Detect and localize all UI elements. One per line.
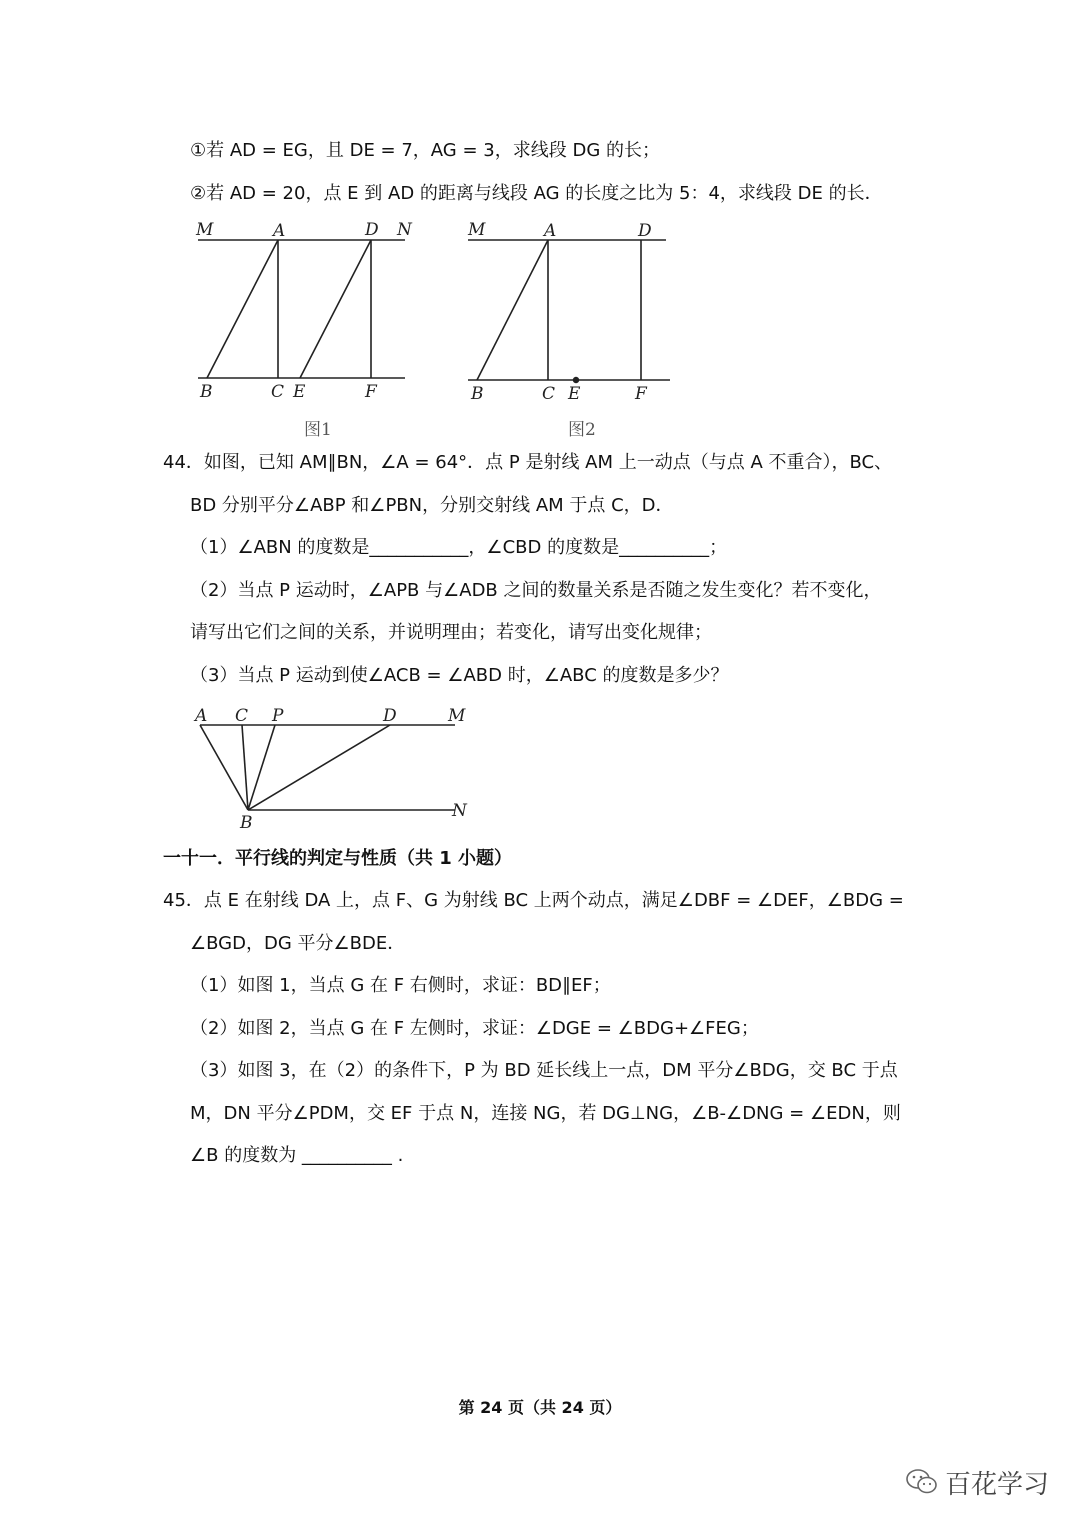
label-c: C	[235, 706, 249, 726]
label-n: N	[452, 801, 467, 821]
q45-line-5: （3）如图 3，在（2）的条件下，P 为 BD 延长线上一点，DM 平分∠BDG，交 BC 于点	[190, 1060, 898, 1081]
label-f: F	[635, 384, 647, 404]
q45-line-7: ∠B 的度数为 __________ .	[190, 1145, 404, 1166]
q45-line-2: ∠BGD，DG 平分∠BDE．	[190, 933, 406, 954]
segment-ab	[477, 240, 548, 380]
q44-line-5: 请写出它们之间的关系，并说明理由；若变化，请写出变化规律；	[190, 622, 712, 643]
segment-bp	[248, 725, 275, 810]
q44-line-3: （1）∠ABN 的度数是___________，∠CBD 的度数是__________；	[190, 537, 728, 558]
label-m: M	[448, 706, 466, 726]
watermark	[905, 1462, 1049, 1502]
label-m: M	[196, 220, 214, 240]
label-a: A	[544, 221, 557, 241]
label-n: N	[397, 220, 412, 240]
segment-bd	[248, 725, 390, 810]
label-e: E	[293, 382, 306, 402]
section-11-title: 一十一．平行线的判定与性质（共 1 小题）	[163, 848, 513, 869]
q45-line-3: （1）如图 1，当点 G 在 F 右侧时，求证：BD∥EF；	[190, 975, 611, 996]
figure-1-caption: 图1	[304, 420, 332, 440]
figure-2-caption: 图2	[568, 420, 596, 440]
label-c: C	[271, 382, 285, 402]
segment-de	[300, 240, 371, 378]
label-p: P	[272, 706, 284, 726]
q43-figure-1	[190, 215, 420, 445]
watermark-text: 百花学习	[945, 1469, 1050, 1500]
q45-line-6: M，DN 平分∠PDM，交 EF 于点 N，连接 NG，若 DG⊥NG，∠B-∠DNG = ∠EDN，则	[190, 1103, 901, 1124]
q45-line-1: 45．点 E 在射线 DA 上，点 F、G 为射线 BC 上两个动点，满足∠DBF = ∠DEF，∠BDG =	[163, 890, 904, 911]
label-b: B	[240, 813, 253, 833]
segment-ab	[207, 240, 278, 378]
q43-figure-2	[462, 215, 692, 445]
q44-line-2: BD 分别平分∠ABP 和∠PBN，分别交射线 AM 于点 C，D．	[190, 495, 674, 516]
label-c: C	[542, 384, 556, 404]
q44-line-4: （2）当点 P 运动时，∠APB 与∠ADB 之间的数量关系是否随之发生变化？若不变化，	[190, 580, 882, 601]
point-e	[573, 377, 579, 383]
page-footer: 第 24 页（共 24 页）	[458, 1398, 622, 1417]
label-e: E	[568, 384, 581, 404]
label-b: B	[471, 384, 484, 404]
label-d: D	[638, 221, 652, 241]
label-m: M	[468, 220, 486, 240]
segment-bc	[242, 725, 248, 810]
label-d: D	[383, 706, 397, 726]
label-d: D	[365, 220, 379, 240]
wechat-icon	[905, 1467, 939, 1497]
q44-line-1: 44．如图，已知 AM∥BN，∠A = 64°．点 P 是射线 AM 上一动点（与点 A 不重合），BC、	[163, 452, 893, 473]
label-a: A	[273, 221, 286, 241]
q44-figure	[190, 703, 480, 833]
segment-ab	[200, 725, 248, 810]
q45-line-4: （2）如图 2，当点 G 在 F 左侧时，求证：∠DGE = ∠BDG+∠FEG；	[190, 1018, 759, 1039]
label-f: F	[365, 382, 377, 402]
label-b: B	[200, 382, 213, 402]
q43-line-2: ②若 AD = 20，点 E 到 AD 的距离与线段 AG 的长度之比为 5：4，求线段 DE 的长．	[190, 183, 883, 204]
label-a: A	[195, 706, 208, 726]
q44-line-6: （3）当点 P 运动到使∠ACB = ∠ABD 时，∠ABC 的度数是多少？	[190, 665, 729, 686]
q43-line-1: ①若 AD = EG，且 DE = 7，AG = 3，求线段 DG 的长；	[190, 140, 660, 161]
